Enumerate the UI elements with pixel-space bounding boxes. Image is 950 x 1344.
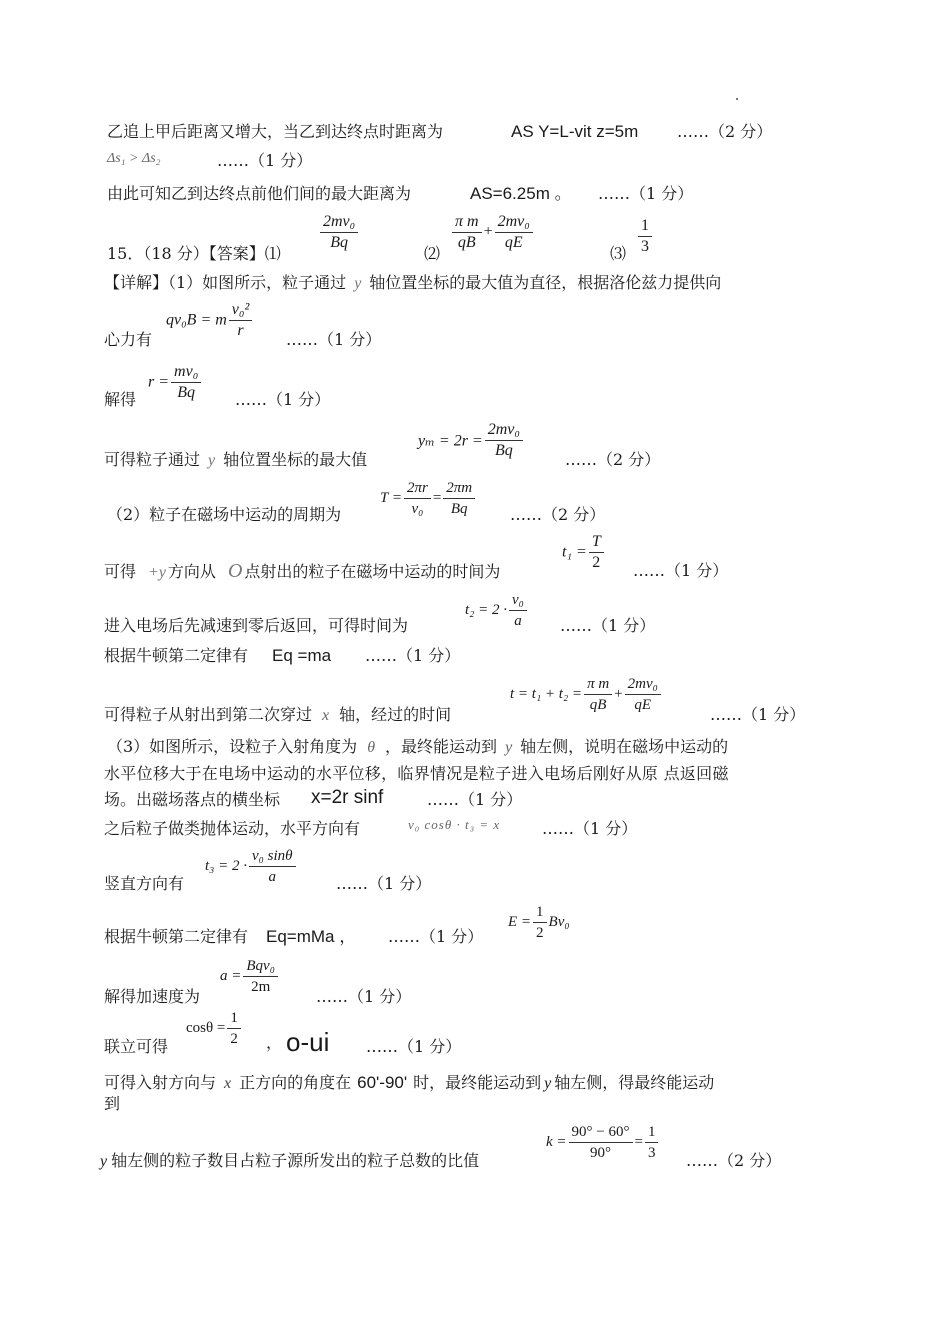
text-line-17: 之后粒子做类抛体运动，水平方向有 [104, 819, 361, 838]
text-line-7: 解得 [104, 390, 137, 409]
ratio-formula: k = $\frac{90^\circ - 60^\circ}{90^\circ}$ = $\frac{1}{3}$ [546, 1122, 660, 1163]
line-17-math: v₀ cosθ · t₃ = x [408, 817, 501, 832]
text-line-20: 解得加速度为 [104, 987, 201, 1006]
line-8-points: ……（2 分） [565, 450, 661, 469]
answer-2-label: ⑵ [424, 244, 441, 263]
line-10-points: ……（1 分） [633, 561, 729, 580]
text-line-9: （2）粒子在磁场中运动的周期为 [107, 505, 342, 524]
line-16-points: ……（1 分） [427, 790, 523, 809]
line-12-math: Eq =ma [272, 646, 332, 665]
line-24-points: ……（2 分） [686, 1151, 782, 1170]
answer-3-label: ⑶ [610, 244, 627, 263]
text-line-10: 可得 +y 方向从 O 点射出的粒子在磁场中运动的时间为 [104, 560, 501, 582]
text-line-16: 场。出磁场落点的横坐标 [104, 790, 281, 809]
scan-dot [736, 98, 738, 100]
cos-formula: cosθ = $\frac{1}{2}$ [186, 1008, 243, 1049]
text-line-22: 可得入射方向与 x 正方向的角度在 60'-90' 时，最终能运动到 y 轴左侧，得最终能运动 [104, 1073, 715, 1092]
answer-3-formula: $\frac{1}{3}$ [636, 216, 654, 257]
line-19-math: Eq=mMa ， [266, 927, 357, 946]
text-line-15: 水平位移大于在电场中运动的水平位移，临界情况是粒子进入电场后刚好从原 点返回磁 [104, 764, 729, 783]
line-21-comma: ， [266, 1033, 283, 1052]
t1-formula: t₁ = $\frac{T}{2}$ [562, 532, 606, 573]
acceleration-formula: a = $\frac{\text{Bqv₀}}{2m}$ [220, 956, 280, 997]
line-1-points: ……（2 分） [677, 122, 773, 141]
e-field-formula: E = $\frac{1}{2}$ Bv₀ [508, 904, 570, 941]
line-11-points: ……（1 分） [560, 616, 656, 635]
total-time-formula: t = t₁ + t₂ = $\frac{\text{π m}}{qB}$ + $\frac{\text{2mv₀}}{qE}$ [510, 674, 663, 715]
text-line-12: 根据牛顿第二定律有 [104, 646, 249, 665]
text-line-24: y 轴左侧的粒子数目占粒子源所发出的粒子总数的比值 [100, 1151, 480, 1170]
line-6-points: ……（1 分） [286, 330, 382, 349]
answer-2-formula: $\frac{\text{π m}}{qB}$ + $\frac{\text{2mv₀}}{qE}$ [450, 212, 535, 253]
line-13-points: ……（1 分） [710, 705, 806, 724]
line-21-points: ……（1 分） [366, 1037, 462, 1056]
text-line-3: 由此可知乙到达终点前他们间的最大距离为 [107, 184, 412, 203]
line-3-math: AS=6.25m 。 [470, 184, 572, 203]
line-7-points: ……（1 分） [235, 390, 331, 409]
line-9-points: ……（2 分） [510, 505, 606, 524]
t3-formula: t₃ = 2 · $\frac{\text{v₀ sinθ}}{a}$ [205, 846, 298, 887]
line-20-points: ……（1 分） [316, 987, 412, 1006]
text-line-6: 心力有 [104, 330, 153, 349]
text-line-14: （3）如图所示，设粒子入射角度为 θ ，最终能运动到 y 轴左侧，说明在磁场中运动的 [107, 737, 729, 756]
line-2-points: ……（1 分） [217, 151, 313, 170]
lorentz-formula: qv₀B = m $\frac{\text{v₀²}}{r}$ [166, 300, 254, 341]
text-line-18: 竖直方向有 [104, 874, 185, 893]
detail-intro: 【详解】（1）如图所示，粒子通过 y 轴位置坐标的最大值为直径，根据洛伦兹力提供向 [104, 273, 722, 292]
line-2-math: Δs₁ > Δs₂ [107, 151, 161, 166]
answer-line: 15．（18 分）【答案】⑴ [107, 244, 281, 263]
text-line-19: 根据牛顿第二定律有 [104, 927, 249, 946]
line-21-big-text: o-ui [286, 1027, 330, 1057]
line-18-points: ……（1 分） [336, 874, 432, 893]
text-line-21: 联立可得 [104, 1037, 169, 1056]
text-line-23: 到 [104, 1094, 121, 1113]
line-17-points: ……（1 分） [542, 819, 638, 838]
line-3-points: ……（1 分） [598, 184, 694, 203]
line-19-points: ……（1 分） [388, 927, 484, 946]
answer-1-formula: $\frac{\text{2mv₀}}{Bq}$ [318, 212, 360, 253]
text-line-8: 可得粒子通过 y 轴位置坐标的最大值 [104, 450, 368, 469]
text-line-11: 进入电场后先减速到零后返回，可得时间为 [104, 616, 409, 635]
text-line-13: 可得粒子从射出到第二次穿过 x 轴，经过的时间 [104, 705, 452, 724]
line-12-points: ……（1 分） [365, 646, 461, 665]
line-16-math: x=2r sinf [311, 787, 384, 808]
t2-formula: t₂ = 2 · $\frac{\text{v₀}}{a}$ [465, 590, 529, 631]
period-formula: T = $\frac{2\pi r}{\text{v₀}}$ = $\frac{2\pi m}{Bq}$ [380, 478, 477, 519]
line-1-math: AS Y=L-vit z=5m [511, 122, 639, 141]
text-line-1 [107, 122, 443, 142]
ymax-formula: yₘ = 2r = $\frac{\text{2mv₀}}{Bq}$ [418, 420, 525, 461]
radius-formula: r = $\frac{\text{mv₀}}{Bq}$ [148, 362, 203, 403]
line-1-text: 乙追上甲后距离又增大，当乙到达终点时距离为 [107, 122, 444, 141]
